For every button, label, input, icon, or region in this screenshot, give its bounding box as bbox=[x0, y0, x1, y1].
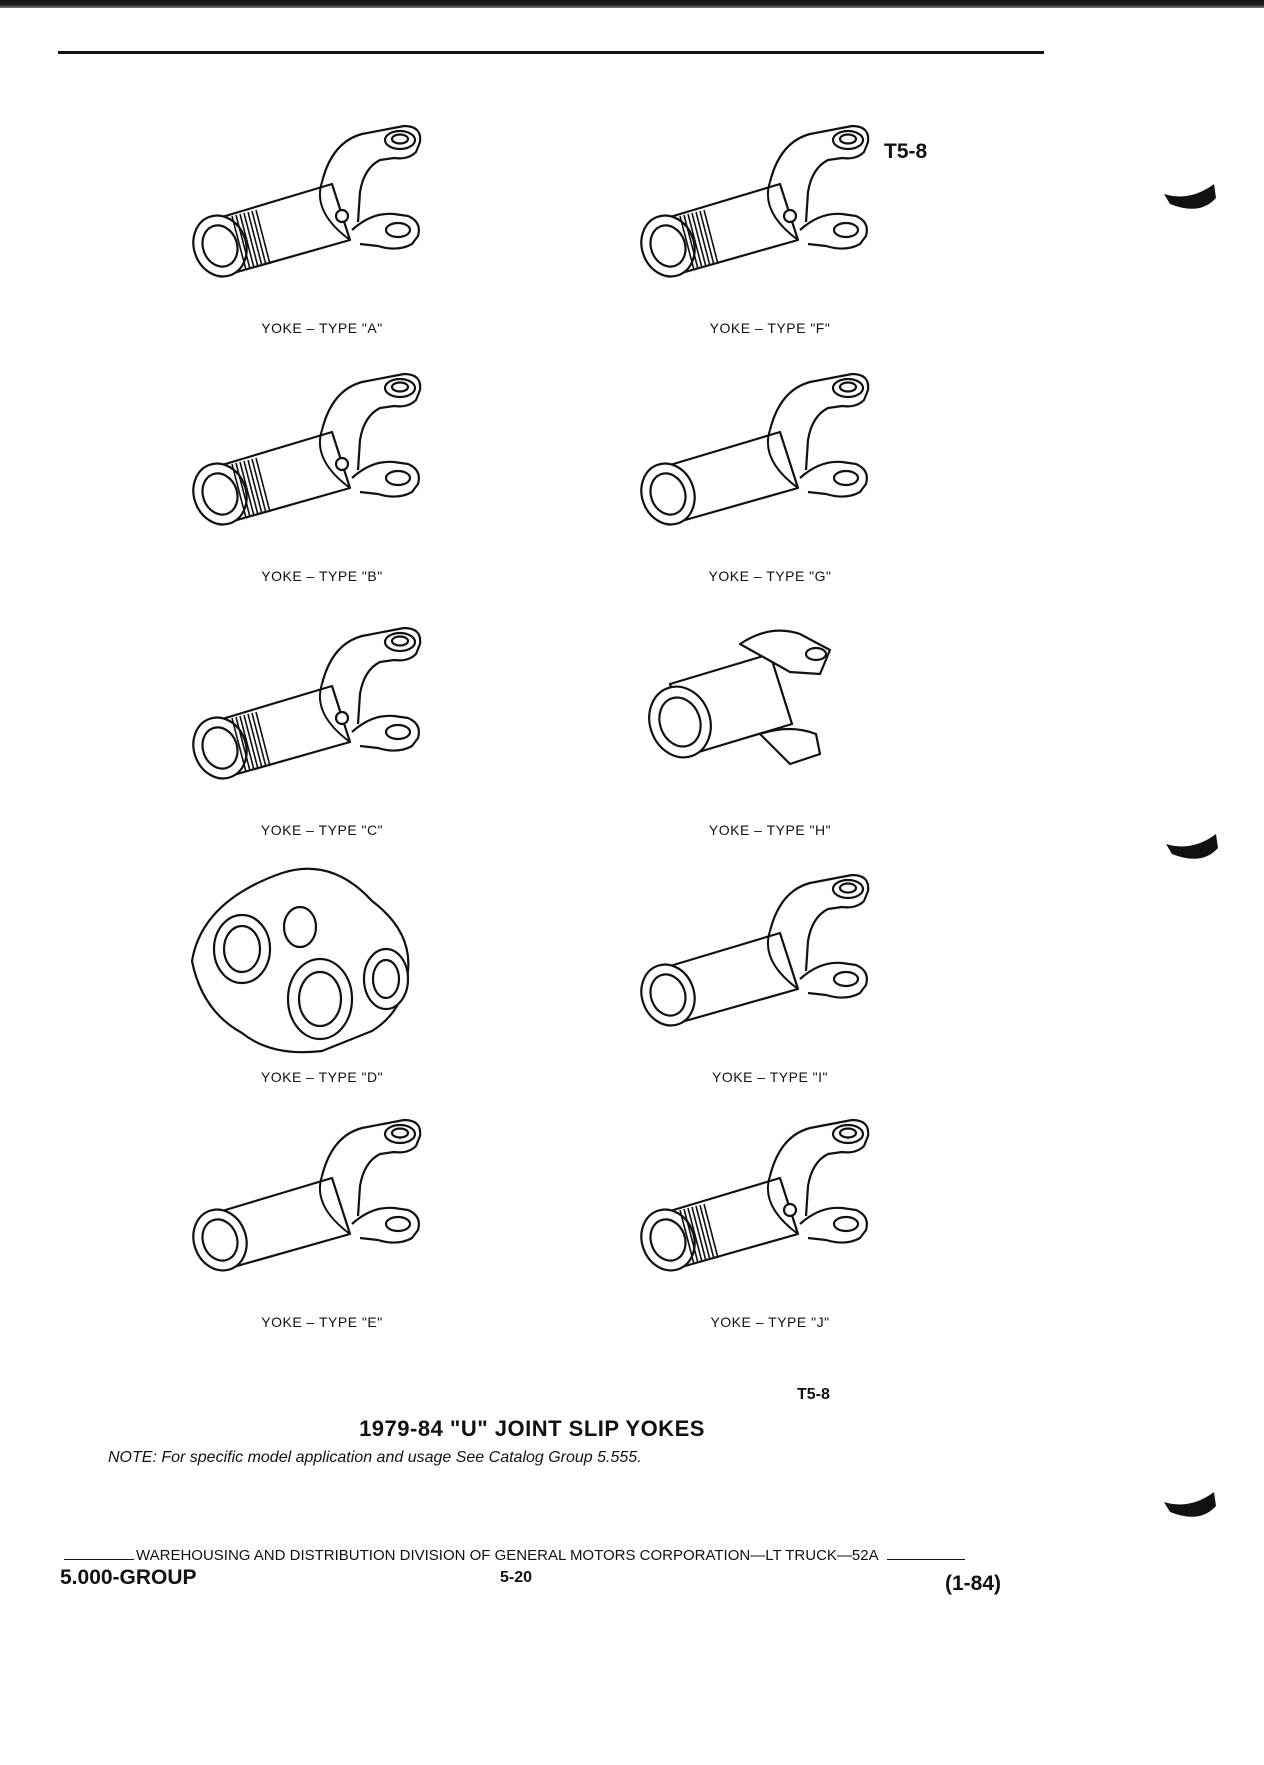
yoke-a-caption: YOKE – TYPE "A" bbox=[261, 320, 383, 336]
footer-division-text: WAREHOUSING AND DISTRIBUTION DIVISION OF GENERAL MOTORS CORPORATION—LT TRUCK—52A bbox=[136, 1547, 879, 1564]
yoke-j-illustration bbox=[620, 1106, 920, 1311]
yoke-g-illustration bbox=[620, 360, 920, 565]
footer-dash-right bbox=[887, 1559, 965, 1560]
yoke-e bbox=[172, 1106, 472, 1341]
page-title: 1979-84 "U" JOINT SLIP YOKES bbox=[359, 1416, 705, 1441]
page-note: NOTE: For specific model application and usage See Catalog Group 5.555. bbox=[108, 1449, 642, 1466]
yoke-f-illustration bbox=[620, 112, 920, 317]
yoke-h-caption: YOKE – TYPE "H" bbox=[708, 822, 832, 838]
yoke-i-illustration bbox=[620, 861, 920, 1066]
scan-top-edge bbox=[0, 0, 1264, 8]
yoke-d bbox=[172, 861, 472, 1096]
yoke-c bbox=[172, 614, 472, 849]
footer-division-line bbox=[64, 1547, 1014, 1564]
yoke-f bbox=[620, 112, 920, 347]
yoke-j-caption: YOKE – TYPE "J" bbox=[710, 1314, 830, 1330]
yoke-g-caption: YOKE – TYPE "G" bbox=[708, 568, 832, 584]
yoke-h bbox=[620, 614, 920, 849]
scan-mark-1 bbox=[1160, 180, 1220, 220]
yoke-b bbox=[172, 360, 472, 595]
yoke-d-illustration bbox=[172, 861, 472, 1066]
figure-code-bottom: T5-8 bbox=[797, 1386, 830, 1403]
yoke-f-caption: YOKE – TYPE "F" bbox=[709, 320, 831, 336]
scan-mark-2 bbox=[1162, 830, 1222, 870]
scan-mark-3 bbox=[1160, 1488, 1220, 1528]
yoke-g bbox=[620, 360, 920, 595]
yoke-a-illustration bbox=[172, 112, 472, 317]
yoke-e-illustration bbox=[172, 1106, 472, 1311]
footer-group: 5.000-GROUP bbox=[60, 1566, 197, 1589]
yoke-d-caption: YOKE – TYPE "D" bbox=[260, 1069, 384, 1085]
yoke-j bbox=[620, 1106, 920, 1341]
yoke-i bbox=[620, 861, 920, 1096]
header-rule bbox=[58, 51, 1044, 54]
figure-code-top: T5-8 bbox=[884, 140, 928, 163]
footer-date: (1-84) bbox=[945, 1572, 1002, 1595]
yoke-c-caption: YOKE – TYPE "C" bbox=[260, 822, 384, 838]
yoke-i-caption: YOKE – TYPE "I" bbox=[712, 1069, 828, 1085]
yoke-b-illustration bbox=[172, 360, 472, 565]
yoke-e-caption: YOKE – TYPE "E" bbox=[261, 1314, 383, 1330]
yoke-a bbox=[172, 112, 472, 347]
yoke-b-caption: YOKE – TYPE "B" bbox=[261, 568, 383, 584]
footer-page-number: 5-20 bbox=[500, 1569, 533, 1586]
yoke-c-illustration bbox=[172, 614, 472, 819]
yoke-h-illustration bbox=[620, 614, 920, 819]
footer-dash-left bbox=[64, 1559, 134, 1560]
